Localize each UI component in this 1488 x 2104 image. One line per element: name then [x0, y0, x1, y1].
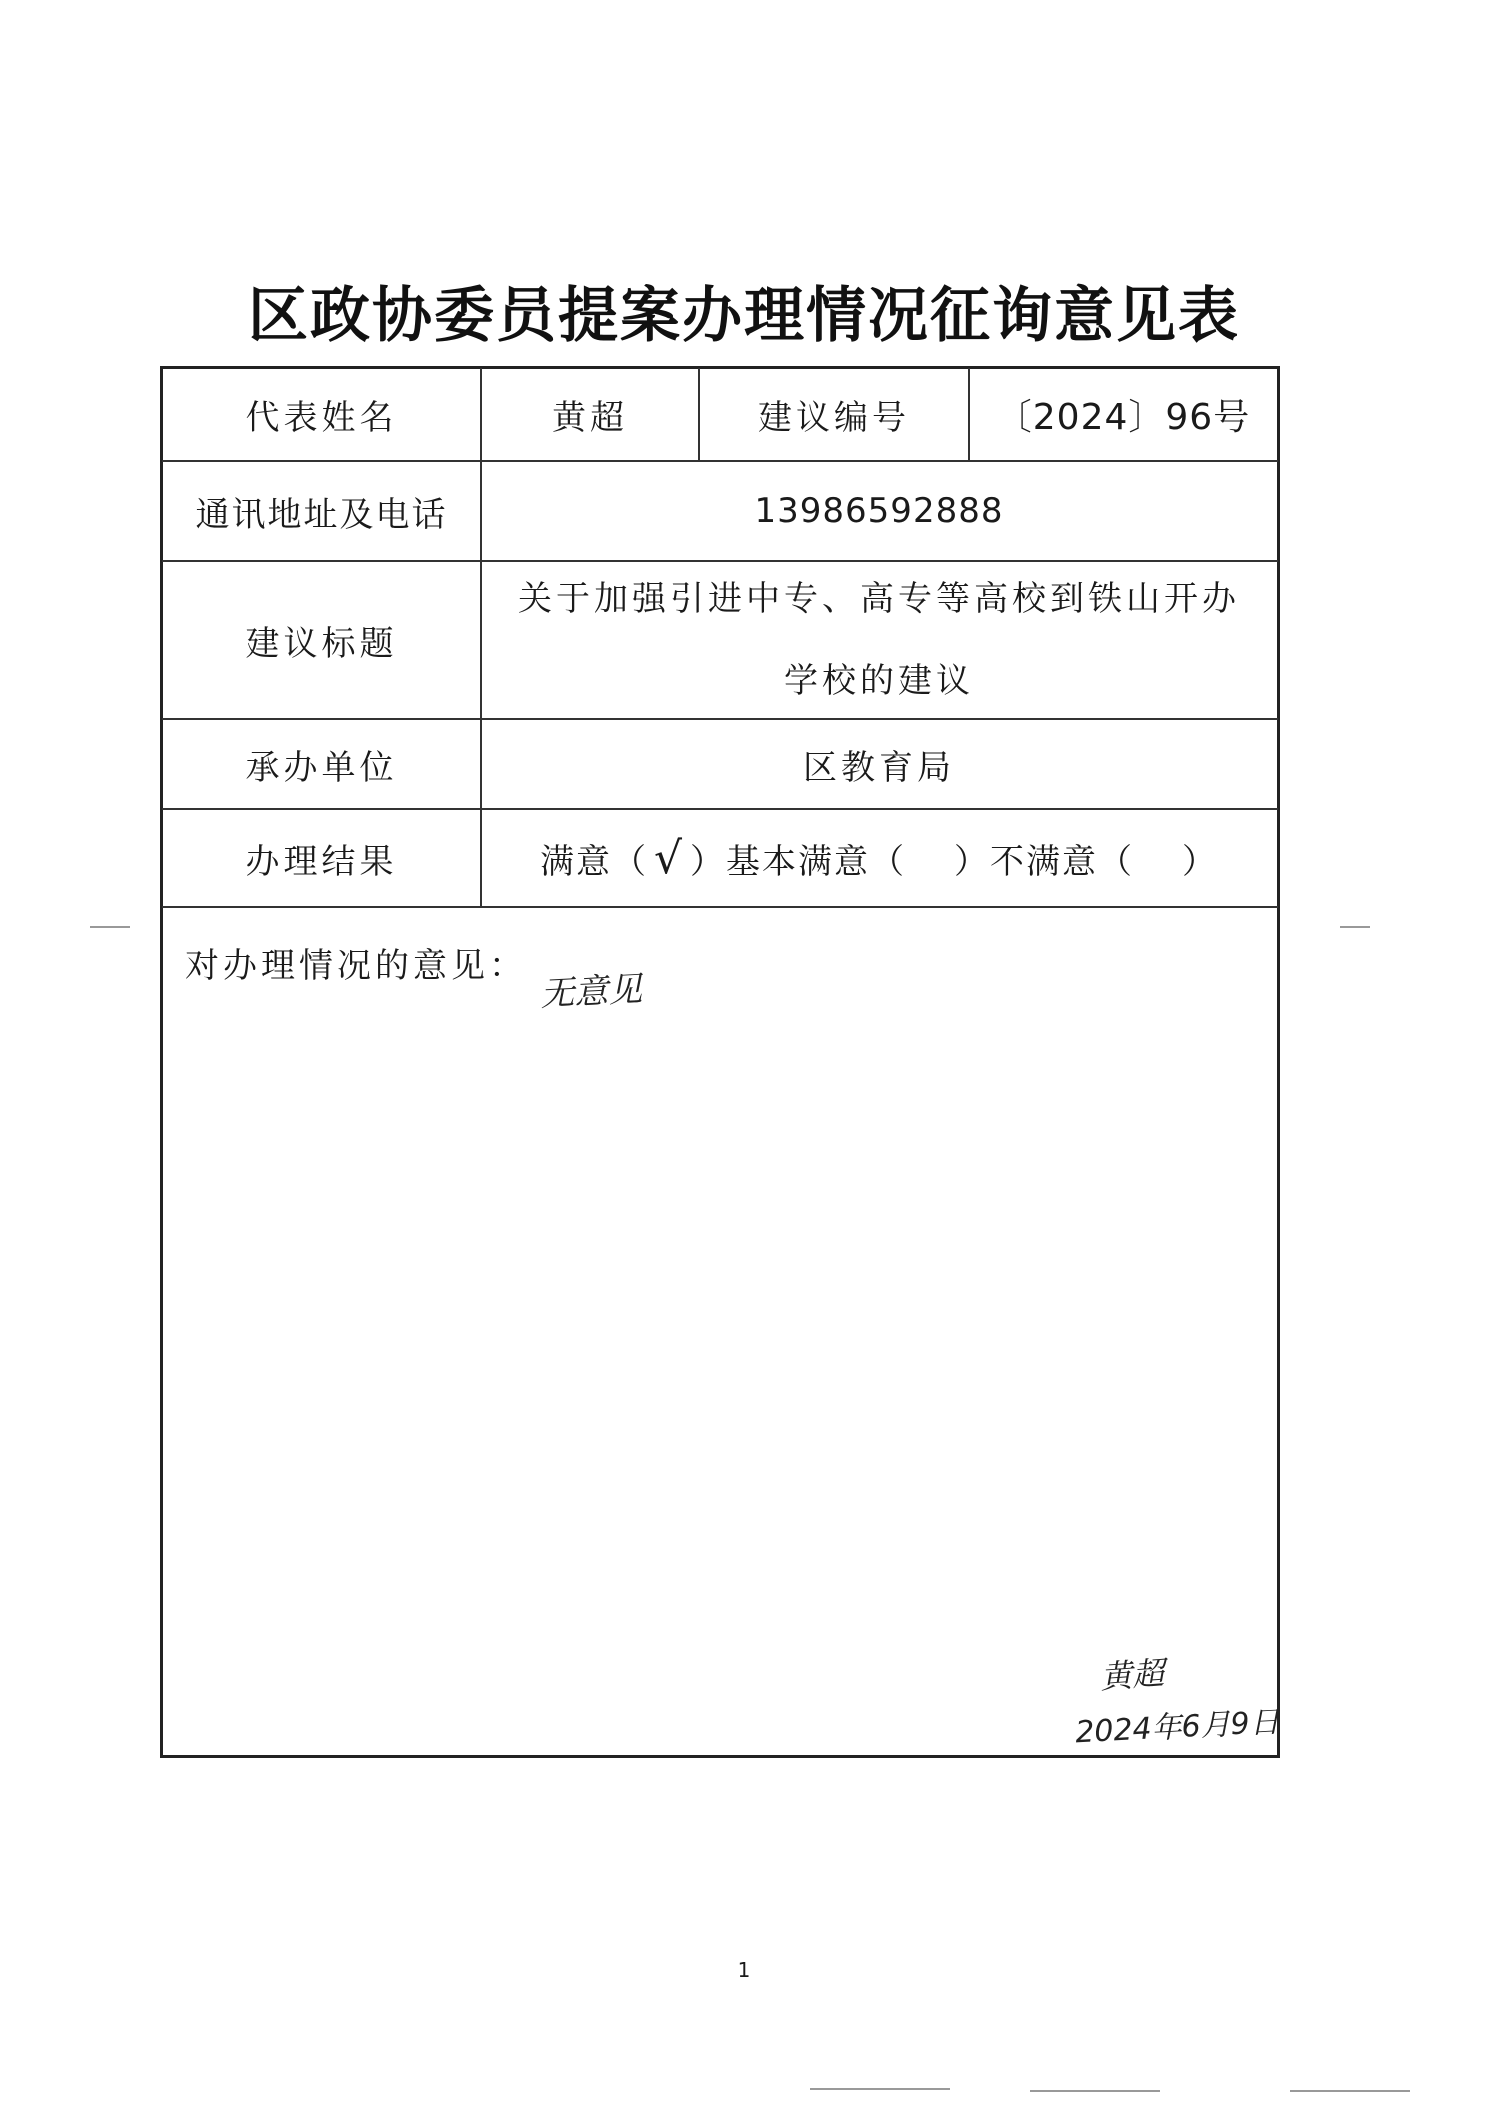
proposal-title-label: 建议标题	[245, 623, 398, 664]
opinion-handwritten: 无意见	[539, 969, 644, 1015]
check-mark-icon: √	[653, 832, 685, 884]
signature: 黄超	[1098, 1653, 1166, 1697]
proposal-no-value: 〔2024〕96号	[995, 396, 1251, 438]
signature-date: 2024年6月9日	[1074, 1704, 1281, 1751]
rep-name-value: 黄超	[552, 397, 628, 438]
contact-value: 13986592888	[754, 491, 1004, 531]
result-end: ）	[1182, 841, 1219, 882]
result-basic: ）基本满意（	[690, 841, 907, 882]
page-title: 区政协委员提案办理情况征询意见表	[248, 281, 1240, 351]
handling-unit-value: 区教育局	[803, 747, 955, 788]
result-unsatisfied: ）不满意（	[954, 841, 1135, 882]
scan-speck	[90, 926, 130, 928]
rep-name-label: 代表姓名	[245, 397, 398, 438]
contact-label: 通讯地址及电话	[195, 494, 448, 535]
scan-speck	[1290, 2090, 1410, 2092]
proposal-title-line: 关于加强引进中专、高专等高校到铁山开办	[518, 579, 1240, 619]
page-number: 1	[737, 1958, 751, 1982]
result-label: 办理结果	[245, 841, 398, 882]
proposal-title-line: 学校的建议	[784, 661, 974, 701]
scan-speck	[810, 2088, 950, 2090]
result-satisfied: 满意（	[539, 841, 648, 882]
result-options	[482, 810, 1276, 906]
proposal-no-label: 建议编号	[758, 397, 910, 438]
scan-speck	[1340, 926, 1370, 928]
opinion-label: 对办理情况的意见：	[185, 946, 527, 986]
scan-speck	[1030, 2090, 1160, 2092]
proposal-title-value	[482, 562, 1276, 718]
handling-unit-label: 承办单位	[245, 747, 398, 788]
row-divider	[162, 906, 1278, 908]
